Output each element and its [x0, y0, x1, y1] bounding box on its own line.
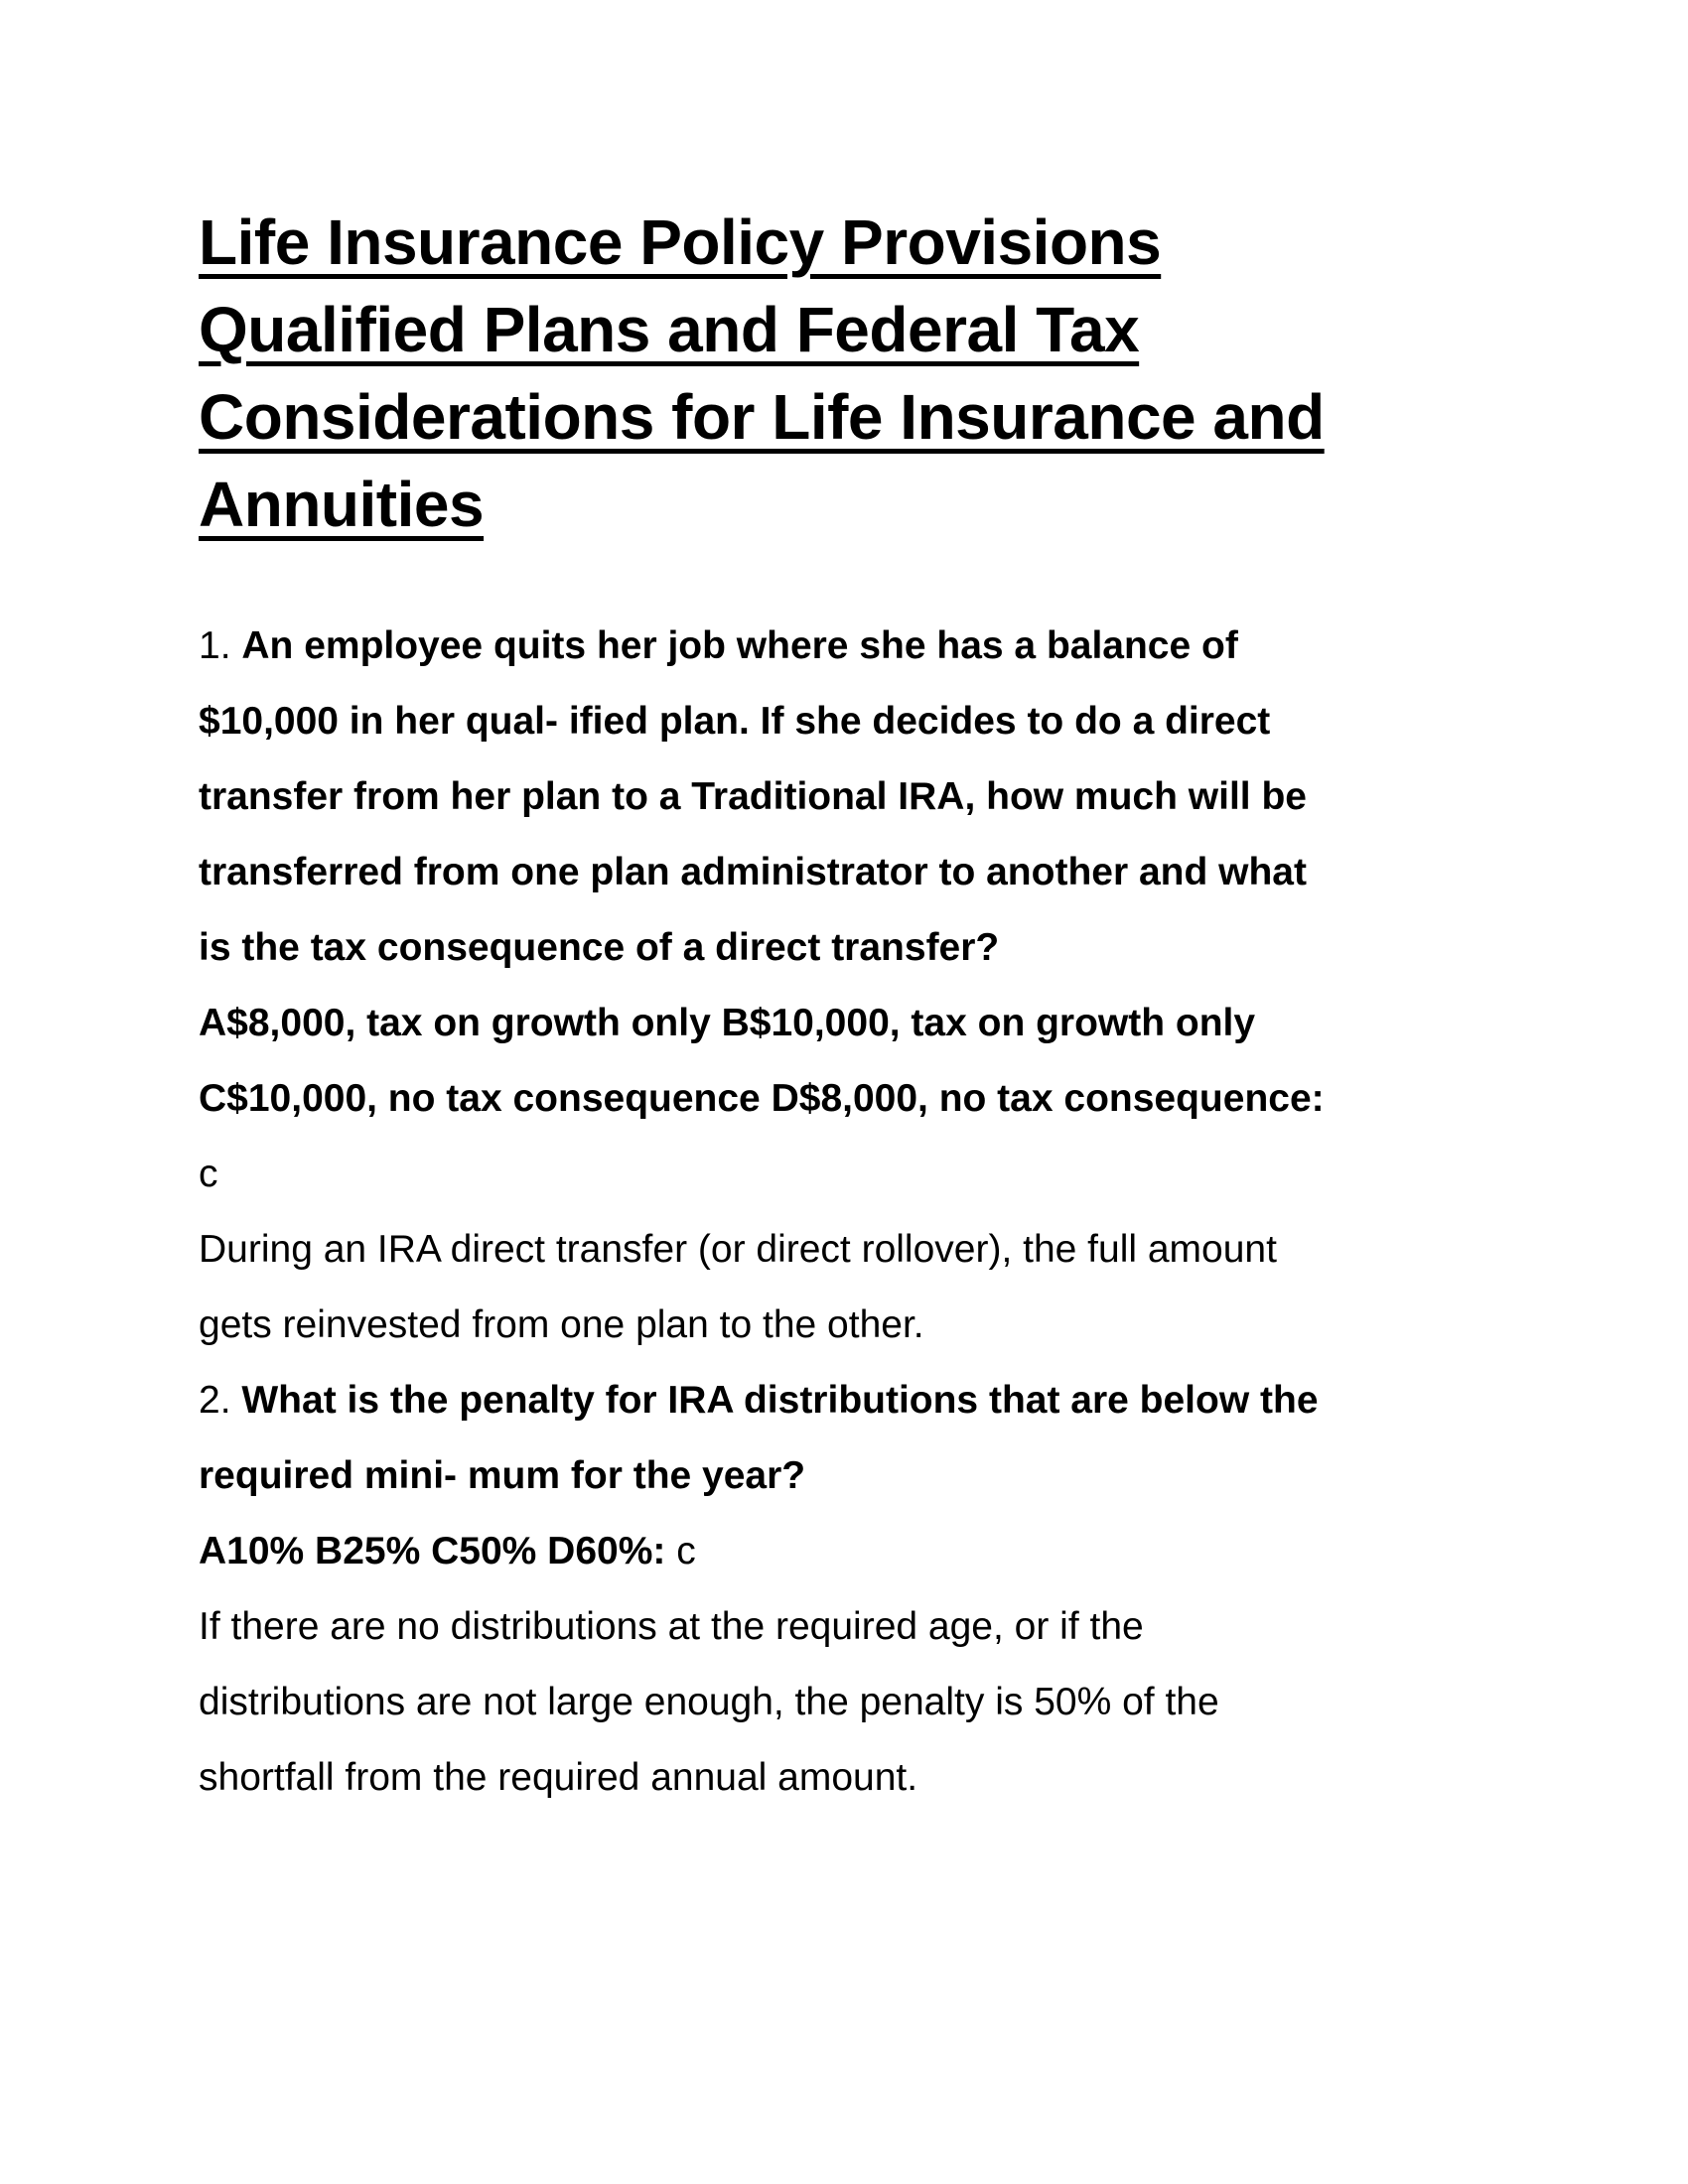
title-line: Annuities [199, 469, 485, 540]
document-body [199, 609, 1325, 1816]
answer-options: A10% B25% C50% D60%: [199, 1530, 666, 1572]
answer-options: C$10,000, no tax consequence D$8,000, no tax consequence: [199, 1077, 1325, 1120]
title-line: Life Insurance Policy Provisions [199, 206, 1162, 278]
title-line: Considerations for Life Insurance and [199, 381, 1325, 453]
answer: c [665, 1530, 696, 1572]
question-text: is the tax consequence of a direct transfer? [199, 926, 1000, 969]
answer-options: A$8,000, tax on growth only B$10,000, tax on growth only [199, 1002, 1256, 1044]
document-title [199, 199, 1325, 548]
explanation: distributions are not large enough, the penalty is 50% of the [199, 1681, 1219, 1723]
question-text: $10,000 in her qual- ified plan. If she decides to do a direct [199, 700, 1271, 743]
question-2-line [199, 1363, 1325, 1438]
question-text: What is the penalty for IRA distributions that are below the [241, 1379, 1319, 1422]
question-text: transferred from one plan administrator to another and what [199, 851, 1307, 893]
question-text: An employee quits her job where she has a balance of [241, 624, 1238, 667]
answer: c [199, 1153, 218, 1195]
question-number: 2. [199, 1379, 242, 1422]
options-answer-line [199, 1514, 1325, 1589]
explanation: During an IRA direct transfer (or direct rollover), the full amount [199, 1228, 1277, 1271]
explanation: If there are no distributions at the required age, or if the [199, 1605, 1144, 1648]
question-1-line [199, 609, 1325, 684]
explanation: shortfall from the required annual amount. [199, 1756, 918, 1799]
question-number: 1. [199, 624, 242, 667]
explanation: gets reinvested from one plan to the other. [199, 1303, 924, 1346]
title-line: Qualified Plans and Federal Tax [199, 294, 1140, 365]
question-text: required mini- mum for the year? [199, 1454, 806, 1497]
question-text: transfer from her plan to a Traditional IRA, how much will be [199, 775, 1307, 818]
